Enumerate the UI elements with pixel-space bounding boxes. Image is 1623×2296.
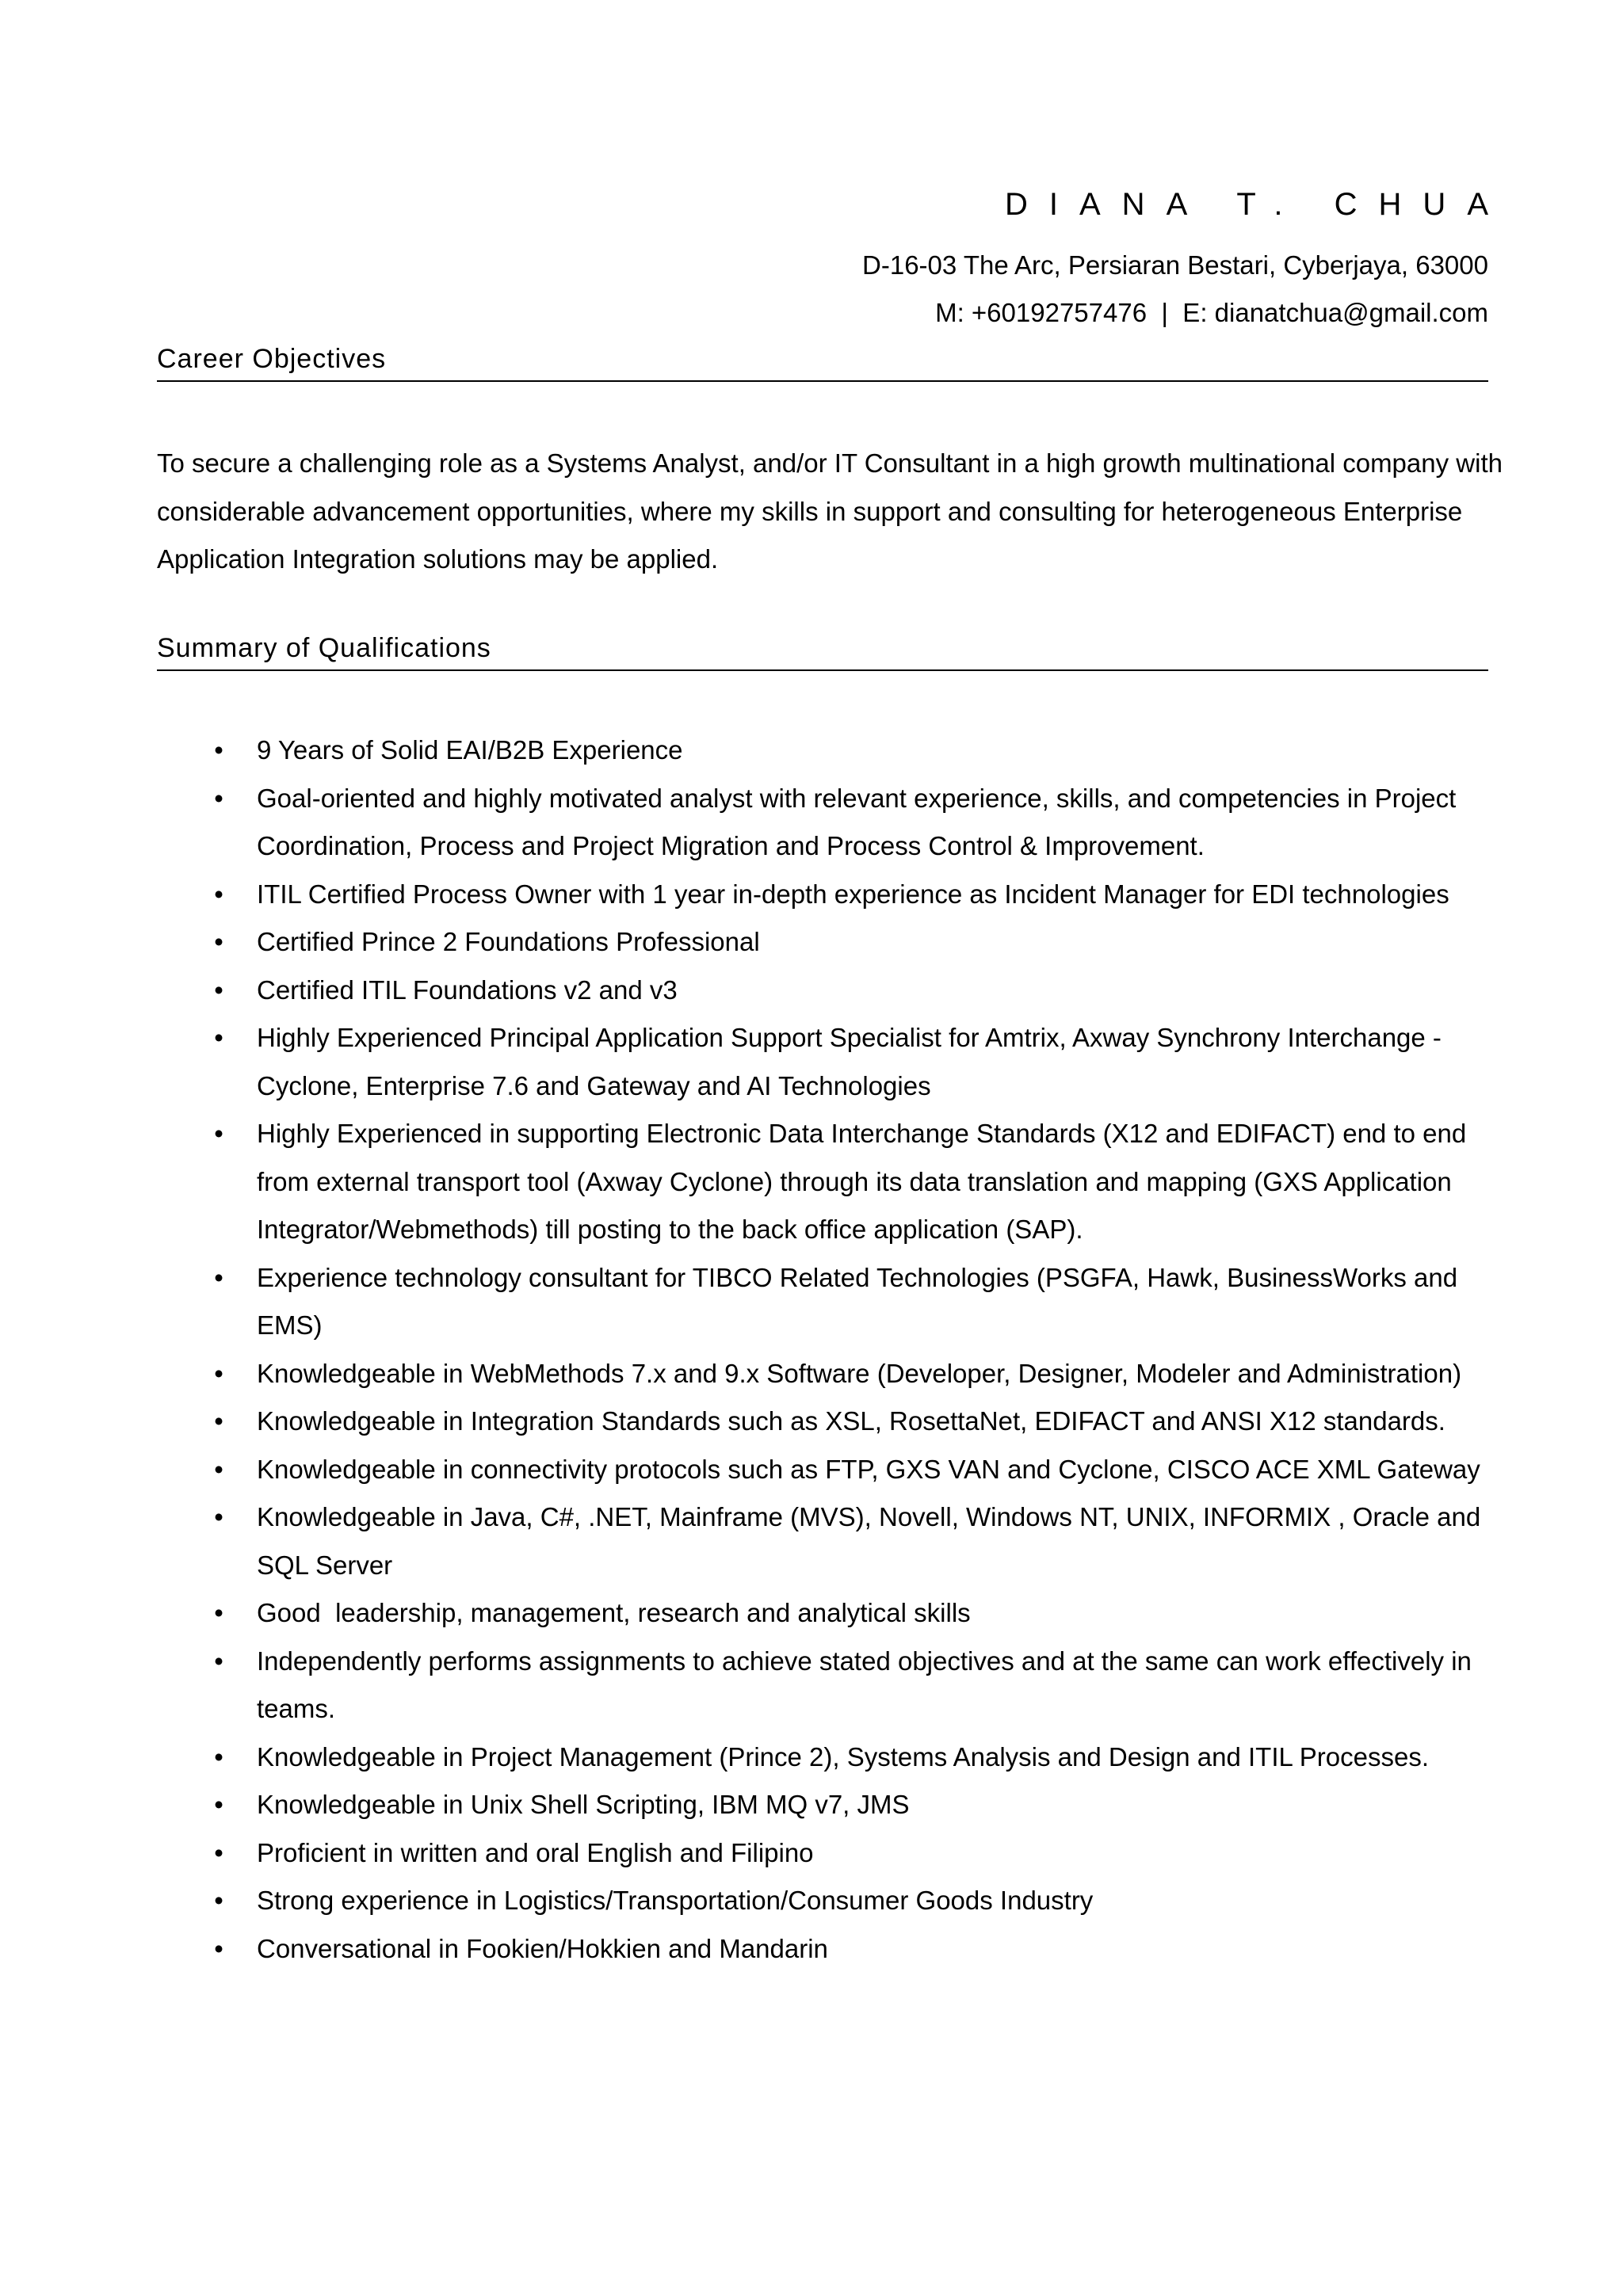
- list-item: [157, 1493, 1504, 1589]
- bullet-icon: •: [214, 1358, 223, 1388]
- list-item-text: Knowledgeable in WebMethods 7.x and 9.x Software (Developer, Designer, Modeler and Administration): [257, 1358, 1462, 1388]
- list-item-text: Conversational in Fookien/Hokkien and Mandarin: [257, 1933, 828, 1963]
- list-item-text: Goal-oriented and highly motivated analyst with relevant experience, skills, and competencies in Project Coordination, Process and Project Migration and Process Control & Improvement.: [257, 783, 1457, 860]
- list-item: [157, 1398, 1504, 1446]
- list-item-text: Good leadership, management, research and analytical skills: [257, 1598, 971, 1627]
- list-item-text: 9 Years of Solid EAI/B2B Experience: [257, 735, 683, 765]
- list-item: [157, 1877, 1504, 1925]
- list-item: [157, 1254, 1504, 1350]
- bullet-icon: •: [214, 1646, 223, 1676]
- bullet-icon: •: [214, 1598, 223, 1627]
- summary-heading: Summary of Qualifications: [157, 631, 1488, 671]
- list-item-text: Knowledgeable in Integration Standards such as XSL, RosettaNet, EDIFACT and ANSI X12 standards.: [257, 1406, 1445, 1436]
- bullet-icon: •: [214, 1406, 223, 1436]
- bullet-icon: •: [214, 1119, 223, 1148]
- list-item-text: Highly Experienced Principal Application Support Specialist for Amtrix, Axway Synchrony Interchange - Cyclone, Enterprise 7.6 and Gateway and AI Technologies: [257, 1023, 1442, 1100]
- list-item-text: Knowledgeable in Unix Shell Scripting, IBM MQ v7, JMS: [257, 1790, 910, 1819]
- list-item: [157, 918, 1504, 967]
- list-item: [157, 1014, 1504, 1110]
- bullet-icon: •: [214, 1741, 223, 1772]
- list-item: [157, 871, 1504, 919]
- list-item-text: Experience technology consultant for TIBCO Related Technologies (PSGFA, Hawk, BusinessWorks and EMS): [257, 1262, 1458, 1340]
- list-item: [157, 1781, 1504, 1829]
- list-item: [157, 967, 1504, 1015]
- list-item: [157, 775, 1504, 871]
- bullet-icon: •: [214, 735, 223, 765]
- list-item-text: Strong experience in Logistics/Transportation/Consumer Goods Industry: [257, 1886, 1094, 1915]
- bullet-icon: •: [214, 1790, 223, 1819]
- address-line: D-16-03 The Arc, Persiaran Bestari, Cyberjaya, 63000: [862, 250, 1488, 280]
- bullet-icon: •: [214, 879, 223, 909]
- career-objectives-heading: Career Objectives: [157, 342, 1488, 382]
- list-item-text: Independently performs assignments to achieve stated objectives and at the same can work effectively in teams.: [257, 1646, 1472, 1723]
- list-item-text: Proficient in written and oral English and Filipino: [257, 1837, 814, 1867]
- list-item-text: Knowledgeable in connectivity protocols such as FTP, GXS VAN and Cyclone, CISCO ACE XML Gateway: [257, 1454, 1480, 1484]
- bullet-icon: •: [214, 1023, 223, 1052]
- list-item: [157, 1110, 1504, 1254]
- list-item-text: ITIL Certified Process Owner with 1 year in-depth experience as Incident Manager for EDI technologies: [257, 879, 1449, 909]
- bullet-icon: •: [214, 1837, 223, 1867]
- contact-line: M: +60192757476 | E: dianatchua@gmail.com: [935, 298, 1488, 327]
- list-item: [157, 1350, 1504, 1398]
- list-item-text: Certified Prince 2 Foundations Professional: [257, 927, 760, 956]
- list-item: [157, 1829, 1504, 1878]
- career-objectives-text: To secure a challenging role as a Systems Analyst, and/or IT Consultant in a high growth multinational company with considerable advancement opportunities, where my skills in support and consulting for heterogeneous Enterprise Application Integration solutions may be applied.: [157, 448, 1503, 574]
- bullet-icon: •: [214, 1933, 223, 1963]
- list-item: [157, 1733, 1504, 1782]
- list-item: [157, 1638, 1504, 1733]
- bullet-icon: •: [214, 1886, 223, 1915]
- bullet-icon: •: [214, 974, 223, 1005]
- qualifications-list: [157, 727, 1504, 1973]
- list-item: [157, 1589, 1504, 1638]
- list-item-text: Knowledgeable in Java, C#, .NET, Mainframe (MVS), Novell, Windows NT, UNIX, INFORMIX , Oracle and SQL Server: [257, 1502, 1481, 1580]
- bullet-icon: •: [214, 1454, 223, 1484]
- list-item: [157, 1925, 1504, 1974]
- list-item-text: Certified ITIL Foundations v2 and v3: [257, 974, 678, 1005]
- bullet-icon: •: [214, 783, 223, 813]
- candidate-name: DIANA T. CHUA: [1005, 187, 1510, 222]
- list-item: [157, 727, 1504, 775]
- bullet-icon: •: [214, 1262, 223, 1292]
- list-item-text: Knowledgeable in Project Management (Prince 2), Systems Analysis and Design and ITIL Processes.: [257, 1741, 1430, 1772]
- bullet-icon: •: [214, 927, 223, 956]
- bullet-icon: •: [214, 1502, 223, 1531]
- list-item: [157, 1446, 1504, 1494]
- list-item-text: Highly Experienced in supporting Electronic Data Interchange Standards (X12 and EDIFACT) end to end from external transport tool (Axway Cyclone) through its data translation and mapping (GXS Application Integrator/Webmethods) till posting to the back office application (SAP).: [257, 1119, 1467, 1244]
